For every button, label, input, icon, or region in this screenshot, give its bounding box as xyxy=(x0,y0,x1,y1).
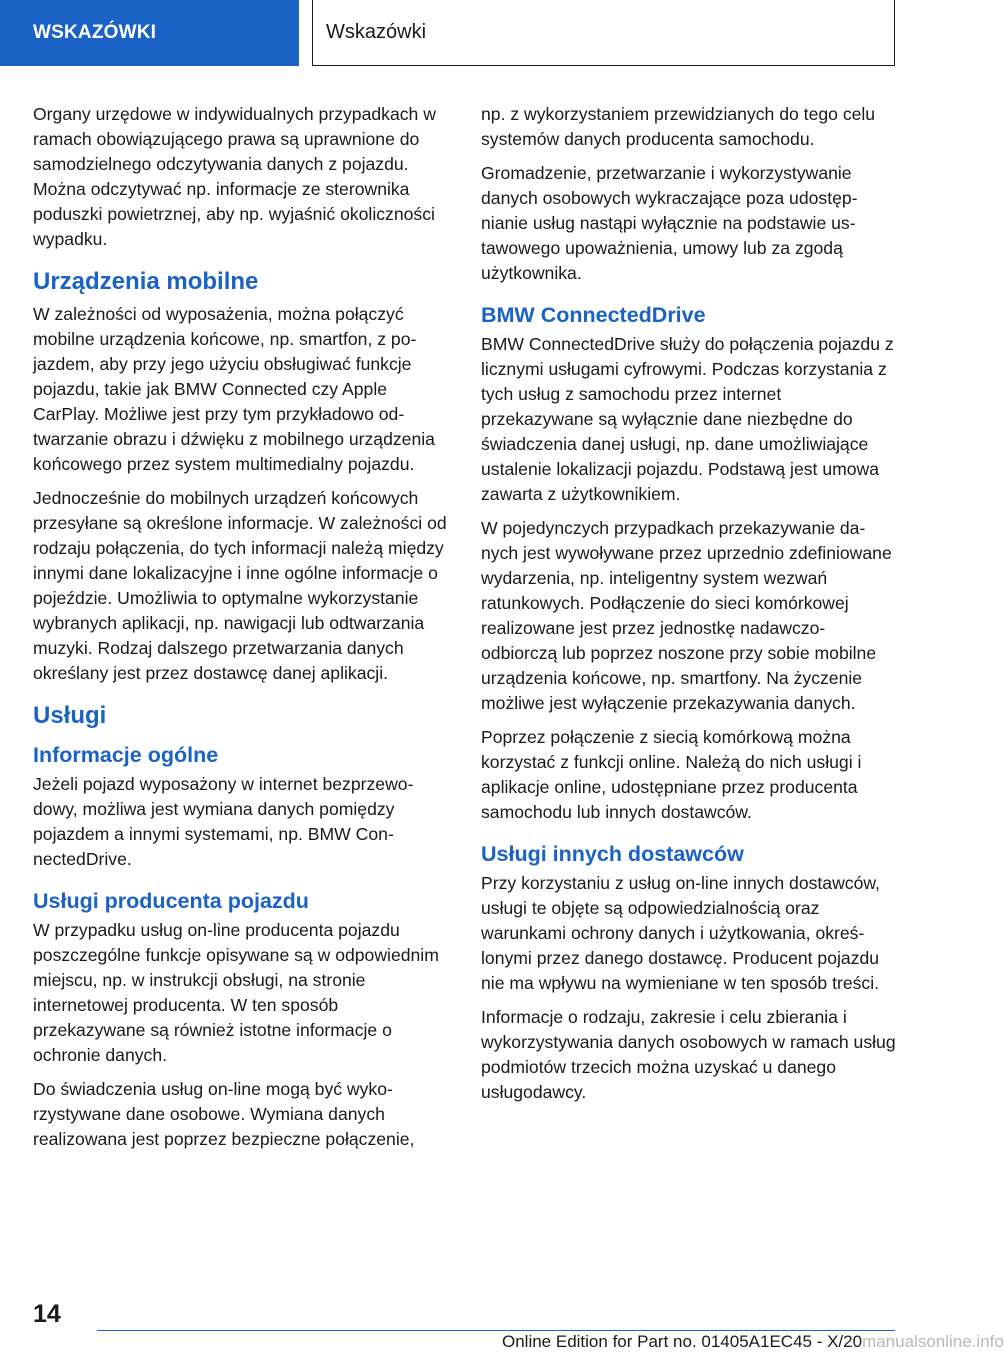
paragraph: np. z wykorzystaniem przewidzianych do tego celu systemów danych producenta samochodu. xyxy=(481,104,876,149)
footer-edition xyxy=(502,1332,1004,1352)
subheading-other-providers: Usługi innych dostawców xyxy=(481,842,744,866)
paragraph: Informacje o rodzaju, zakresie i celu zbierania i wykorzystywania danych osobowych w ramach usług podmiotów trzecich można uzyskać u danego usługodawcy. xyxy=(481,1007,896,1102)
paragraph: Poprzez połączenie z siecią komórkową można korzystać z funkcji online. Należą do nich usługi i aplikacje online, udostępniane przez producenta samochodu lub innych dostawców. xyxy=(481,727,862,822)
footer-divider xyxy=(97,1330,895,1331)
subheading-bmw-connecteddrive: BMW ConnectedDrive xyxy=(481,303,706,327)
subheading-manufacturer-services: Usługi producenta pojazdu xyxy=(33,889,309,913)
paragraph: W zależności od wyposażenia, można połączyć mobilne urządzenia końcowe, np. smartfon, z pojazdem, aby przy jego użyciu obsługiwać funkcje pojazdu, takie jak BMW Connected czy Apple CarPlay. Możliwe jest przy tym przykładowo odtwarzanie obrazu i dźwięku z mobilnego urządzenia końcowego przez system multimedialny pojazdu. xyxy=(33,304,435,474)
paragraph: Jeżeli pojazd wyposażony w internet bezprzewodowy, możliwa jest wymiana danych pomiędzy pojazdem a innymi systemami, np. BMW ConnectedDrive. xyxy=(33,774,414,869)
section-tab: WSKAZÓWKI xyxy=(0,0,299,66)
paragraph: Gromadzenie, przetwarzanie i wykorzystywanie danych osobowych wykraczające poza udostępnianie usług nastąpi wyłącznie na podstawie ustawowego upoważnienia, umowy lub za zgodą użytkownika. xyxy=(481,163,858,283)
paragraph: Jednocześnie do mobilnych urządzeń końcowych przesyłane są określone informacje. W zależności od rodzaju połączenia, do tych informacji należą między innymi dane lokalizacyjne i inne ogólne informacje o pojeździe. Umożliwia to optymalne wykorzystanie wybranych aplikacji, np. nawigacji lub odtwarzania muzyki. Rodzaj dalszego przetwarzania danych określany jest przez dostawcę danej aplikacji. xyxy=(33,488,447,683)
paragraph: Organy urzędowe w indywidualnych przypadkach w ramach obowiązującego prawa są uprawnione do samodzielnego odczytywania danych z pojazdu. Można odczytywać np. informacje ze sterownika poduszki powietrznej, aby np. wyjaśnić okoliczności wypadku. xyxy=(33,104,436,249)
heading-mobile-devices: Urządzenia mobilne xyxy=(33,268,259,295)
paragraph: BMW ConnectedDrive służy do połączenia pojazdu z licznymi usługami cyfrowymi. Podczas korzystania z tych usług z samochodu przez internet przekazywane są wyłącznie dane niezbędne do świadczenia danej usługi, np. dane umożliwiające ustalenie lokalizacji pojazdu. Podstawą jest umowa zawarta z użytkownikiem. xyxy=(481,334,894,504)
footer-edition-text: Online Edition for Part no. 01405A1EC45 - X/20 xyxy=(502,1332,863,1351)
right-column xyxy=(481,102,896,1114)
subheading-general-info: Informacje ogólne xyxy=(33,743,219,767)
page-number: 14 xyxy=(33,1300,61,1328)
heading-services: Usługi xyxy=(33,702,107,729)
paragraph: W pojedynczych przypadkach przekazywanie danych jest wywoływane przez uprzednio zdefiniowane wydarzenia, np. inteligentny system wezwań ratunkowych. Podłączenie do sieci komórkowej realizowane jest przez jednostkę nadawczo-odbiorczą lub poprzez noszone przy sobie mobilne urządzenia końcowe, np. smartfony. Na życzenie możliwe jest wyłączenie przekazywania danych. xyxy=(481,518,892,713)
paragraph: W przypadku usług on-line producenta pojazdu poszczególne funkcje opisywane są w odpowiednim miejscu, np. w instrukcji obsługi, na stronie internetowej producenta. W ten sposób przekazywane są również istotne informacje o ochronie danych. xyxy=(33,920,439,1065)
paragraph: Przy korzystaniu z usług on-line innych dostawców, usługi te objęte są odpowiedzialnością oraz warunkami ochrony danych i użytkowania, określonymi przez danego dostawcę. Producent pojazdu nie ma wpływu na wymieniane w ten sposób treści. xyxy=(481,873,880,993)
footer-watermark: manualsonline.info xyxy=(862,1332,1004,1351)
page-header-title: Wskazówki xyxy=(312,0,895,66)
left-column xyxy=(33,102,448,1161)
paragraph: Do świadczenia usług on-line mogą być wykorzystywane dane osobowe. Wymiana danych realizowana jest poprzez bezpieczne połączenie, xyxy=(33,1079,415,1149)
